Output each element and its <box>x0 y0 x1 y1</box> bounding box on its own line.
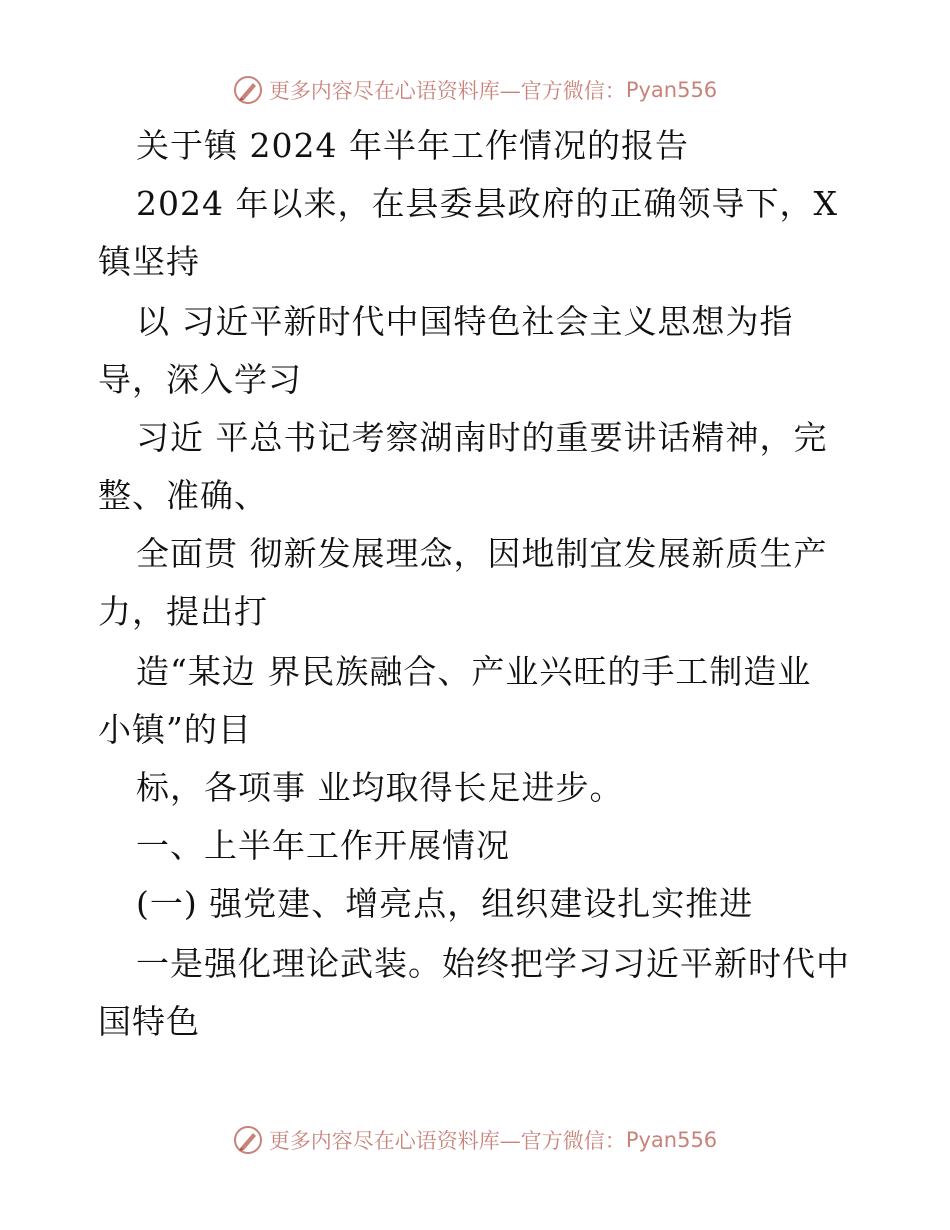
paragraph-line: 力，提出打 <box>98 592 268 631</box>
paragraph-line: 小镇”的目 <box>98 710 252 749</box>
watermark-text: 更多内容尽在心语资料库—官方微信： <box>268 79 626 103</box>
section-heading: 一、上半年工作开展情况 <box>136 826 510 865</box>
watermark-text: 更多内容尽在心语资料库—官方微信： <box>268 1129 626 1153</box>
paragraph-line: 整、准确、 <box>98 476 268 515</box>
watermark-brand: Pyan556 <box>625 78 718 102</box>
paragraph-line: 国特色 <box>98 1002 200 1041</box>
watermark-brand: Pyan556 <box>625 1128 718 1152</box>
pen-logo-icon <box>233 1125 263 1155</box>
paragraph-line: 习近 平总书记考察湖南时的重要讲话精神，完 <box>136 418 828 457</box>
document-title: 关于镇 2024 年半年工作情况的报告 <box>136 126 689 165</box>
pen-logo-icon <box>233 75 263 105</box>
paragraph-line: 2024 年以来，在县委县政府的正确领导下，X <box>136 184 838 223</box>
paragraph-line: 一是强化理论武装。始终把学习习近平新时代中 <box>136 944 850 983</box>
watermark-header <box>0 70 950 110</box>
subsection-heading: (一) 强党建、增亮点，组织建设扎实推进 <box>136 884 754 923</box>
paragraph-line: 导，深入学习 <box>98 360 302 399</box>
paragraph-line: 镇坚持 <box>98 242 200 281</box>
paragraph-line: 造“某边 界民族融合、产业兴旺的手工制造业 <box>136 652 812 691</box>
paragraph-line: 全面贯 彻新发展理念，因地制宜发展新质生产 <box>136 534 828 573</box>
paragraph-line: 以 习近平新时代中国特色社会主义思想为指 <box>136 302 794 341</box>
paragraph-line: 标，各项事 业均取得长足进步。 <box>136 768 624 807</box>
watermark-footer <box>0 1120 950 1160</box>
